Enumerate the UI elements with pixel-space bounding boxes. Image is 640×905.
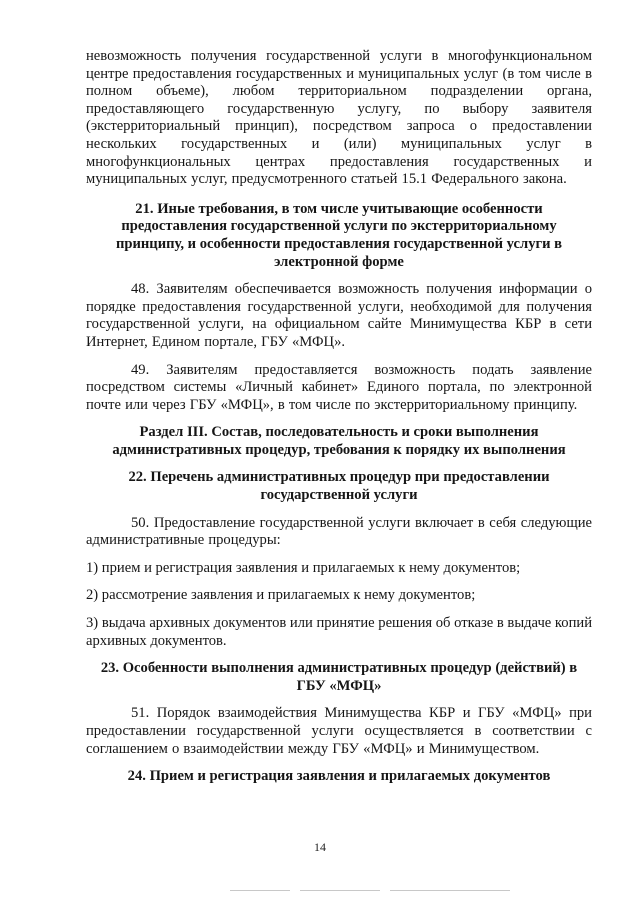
paragraph-51: 51. Порядок взаимодействия Минимущества КБР и ГБУ «МФЦ» при предоставлении государственной услуги осуществляется в соответствии с соглашением о взаимодействии между ГБУ «МФЦ» и Минимуществом. bbox=[86, 705, 592, 757]
scan-artifact-line bbox=[390, 890, 510, 891]
scan-artifact-line bbox=[230, 890, 290, 891]
list-item-2: 2) рассмотрение заявления и прилагаемых к нему документов; bbox=[86, 587, 476, 604]
heading-section-3: Раздел III. Состав, последовательность и сроки выполнения административных процедур, требования к порядку их выполнения bbox=[112, 424, 566, 458]
list-item-1: 1) прием и регистрация заявления и прилагаемых к нему документов; bbox=[86, 559, 521, 576]
heading-23: 23. Особенности выполнения административных процедур (действий) в ГБУ «МФЦ» bbox=[100, 660, 578, 694]
heading-21: 21. Иные требования, в том числе учитывающие особенности предоставления государственной услуги по экстерриториальному принципу, и особенности предоставления государственной услуги в электронной форме bbox=[115, 200, 563, 270]
paragraph-49: 49. Заявителям предоставляется возможность подать заявление посредством системы «Личный кабинет» Единого портала, по электронной почте или через ГБУ «МФЦ», в том числе по экстерриториальному принципу. bbox=[86, 361, 592, 413]
paragraph-48: 48. Заявителям обеспечивается возможность получения информации о порядке предоставления государственной услуги, необходимой для получения государственной услуги, на официальном сайте Минимущества КБР в сети Интернет, Едином портале, ГБУ «МФЦ». bbox=[86, 281, 592, 350]
paragraph-intro: невозможность получения государственной услуги в многофункциональном центре предоставления государственных и муниципальных услуг (в том числе в полном объеме), любом территориальном подразделении органа, предоставляющего государственную услугу, по выбору заявителя (экстерриториальный принцип), посредством запроса о предоставлении нескольких государственных и (или) муниципальных услуг в многофункциональных центрах предоставления государственных и муниципальных услуг, предусмотренного статьей 15.1 Федерального закона. bbox=[86, 48, 592, 188]
heading-22: 22. Перечень административных процедур при предоставлении государственной услуги bbox=[128, 469, 550, 504]
paragraph-50: 50. Предоставление государственной услуги включает в себя следующие административные процедуры: bbox=[86, 514, 592, 549]
document-page bbox=[86, 48, 592, 796]
scan-artifact-line bbox=[300, 890, 380, 891]
list-item-3: 3) выдача архивных документов или принятие решения об отказе в выдаче копий архивных документов. bbox=[86, 615, 592, 649]
heading-24: 24. Прием и регистрация заявления и прилагаемых документов bbox=[127, 768, 551, 785]
page-number: 14 bbox=[314, 840, 326, 854]
